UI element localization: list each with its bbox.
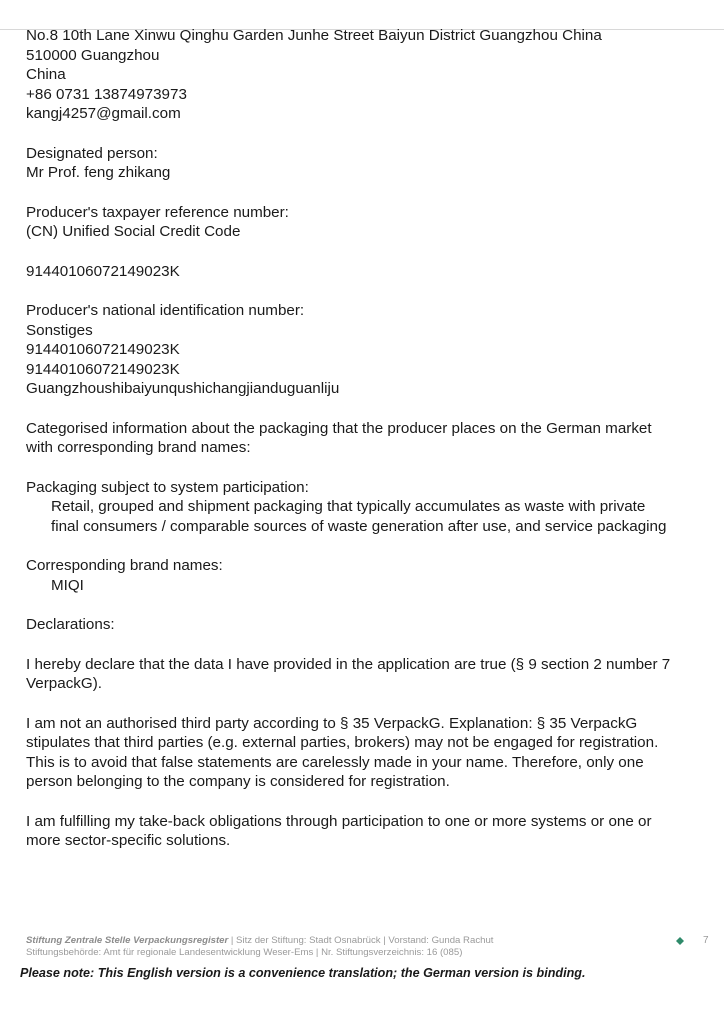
designated-person-value: Mr Prof. feng zhikang — [26, 164, 171, 181]
designated-person-section — [26, 144, 706, 183]
declaration-line: I am not an authorised third party according to § 35 VerpackG. Explanation: § 35 VerpackG — [26, 714, 638, 732]
address-block — [26, 26, 706, 124]
declaration-line: person belonging to the company is considered for registration. — [26, 773, 450, 790]
designated-person-label: Designated person: — [26, 144, 158, 162]
declaration-line: VerpackG). — [26, 675, 102, 692]
declaration-paragraph-2 — [26, 714, 706, 792]
packaging-description-line: Retail, grouped and shipment packaging that typically accumulates as waste with private — [51, 498, 646, 515]
page-number: 7 — [703, 935, 709, 946]
national-identification-label: Producer's national identification number: — [26, 302, 305, 319]
footer-line-1 — [26, 935, 666, 947]
brand-names-label: Corresponding brand names: — [26, 557, 223, 574]
address-email: kangj4257@gmail.com — [26, 105, 181, 122]
categorised-info-line: Categorised information about the packaging that the producer places on the German market — [26, 419, 652, 437]
page-footer — [26, 935, 666, 959]
footer-line-1-rest: | Sitz der Stiftung: Stadt Osnabrück | Vorstand: Gunda Rachut — [228, 935, 494, 946]
packaging-description-line: final consumers / comparable sources of waste generation after use, and service packaging — [51, 517, 667, 535]
translation-note: Please note: This English version is a convenience translation; the German version is binding. — [20, 966, 586, 980]
footer-line-2: Stiftungsbehörde: Amt für regionale Landesentwicklung Weser-Ems | Nr. Stiftungsverzeichnis: 16 (085) — [26, 947, 463, 958]
national-identification-line: 91440106072149023K — [26, 341, 180, 358]
national-identification-line: Guangzhoushibaiyunqushichangjianduguanliju — [26, 380, 340, 397]
footer-organization: Stiftung Zentrale Stelle Verpackungsregister — [26, 935, 229, 946]
national-identification-line: 91440106072149023K — [26, 360, 180, 378]
national-identification-section — [26, 301, 706, 399]
declaration-line: stipulates that third parties (e.g. external parties, brokers) may not be engaged for registration. — [26, 734, 659, 751]
brand-name-value: MIQI — [51, 576, 84, 594]
address-street: No.8 10th Lane Xinwu Qinghu Garden Junhe Street Baiyun District Guangzhou China — [26, 27, 602, 44]
packaging-section — [26, 478, 706, 537]
taxpayer-reference-type: (CN) Unified Social Credit Code — [26, 223, 241, 240]
address-country: China — [26, 66, 66, 83]
address-phone: +86 0731 13874973973 — [26, 85, 187, 103]
national-identification-line: Sonstiges — [26, 321, 93, 339]
declarations-label: Declarations: — [26, 616, 115, 633]
declaration-line: I am fulfilling my take-back obligations through participation to one or more systems or one or — [26, 812, 652, 830]
packaging-label: Packaging subject to system participation: — [26, 478, 309, 496]
address-postal-city: 510000 Guangzhou — [26, 46, 160, 64]
declaration-line: This is to avoid that false statements are carelessly made in your name. Therefore, only one — [26, 753, 644, 771]
categorised-info-section — [26, 419, 706, 458]
declaration-paragraph-1 — [26, 655, 706, 694]
declaration-line: more sector-specific solutions. — [26, 832, 231, 849]
declaration-paragraph-3 — [26, 812, 706, 851]
taxpayer-reference-label: Producer's taxpayer reference number: — [26, 203, 289, 221]
brand-names-section — [26, 556, 706, 595]
document-body — [26, 26, 706, 871]
declarations-heading-section — [26, 615, 706, 635]
declaration-line: I hereby declare that the data I have provided in the application are true (§ 9 section 2 number 7 — [26, 655, 671, 673]
taxpayer-reference-section — [26, 203, 706, 282]
diamond-logo-icon — [676, 937, 684, 945]
taxpayer-reference-number: 91440106072149023K — [26, 262, 180, 280]
categorised-info-line: with corresponding brand names: — [26, 439, 251, 456]
